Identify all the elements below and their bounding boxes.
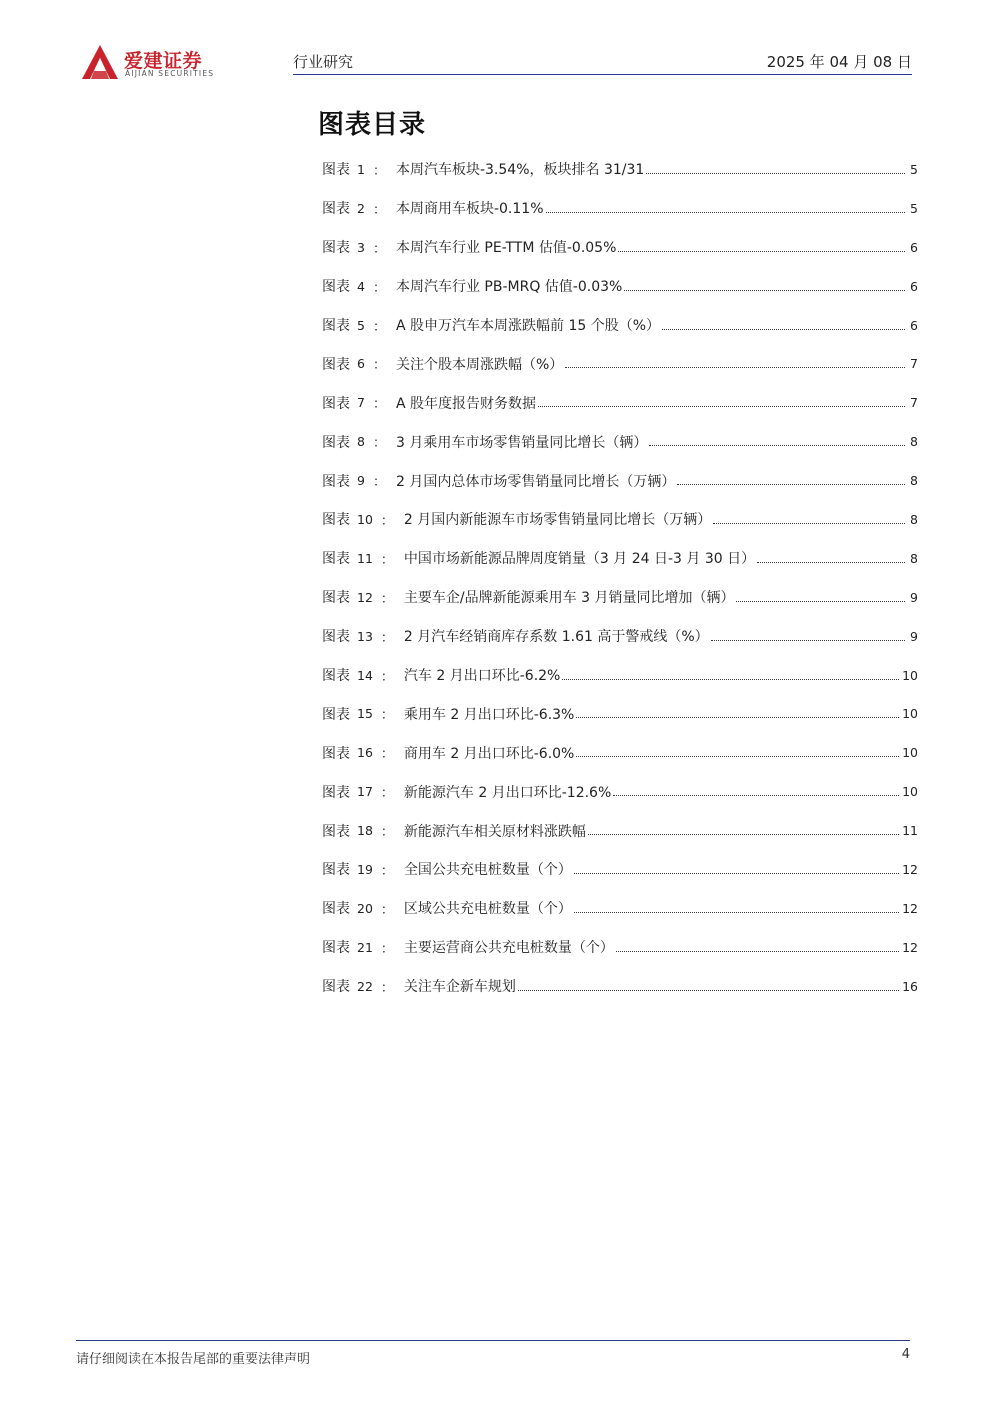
toc-entry[interactable] [322, 228, 918, 267]
toc-entry-page: 5 [910, 161, 918, 177]
toc-entry-label: 图表 [322, 940, 350, 957]
toc-entry[interactable] [322, 189, 918, 228]
toc-entry[interactable] [322, 461, 918, 500]
toc-entry-label: 图表 [322, 162, 350, 179]
toc-entry-page: 10 [902, 667, 918, 683]
toc-entry[interactable] [322, 850, 918, 889]
toc-entry[interactable] [322, 150, 918, 189]
toc-entry[interactable] [322, 578, 918, 617]
toc-entry-separator: ： [380, 825, 394, 841]
toc-entry-page: 11 [902, 823, 918, 839]
report-category: 行业研究 [293, 53, 354, 71]
toc-entry-page: 7 [910, 356, 918, 372]
toc-dot-leader [736, 601, 905, 602]
toc-entry-separator: ： [372, 202, 386, 218]
toc-entry-number: 19 [357, 861, 373, 877]
toc-dot-leader [538, 406, 905, 407]
toc-entry-title: 乘用车 2 月出口环比-6.3% [403, 706, 575, 723]
toc-entry-number: 3 [357, 239, 365, 255]
toc-entry-separator: ： [380, 786, 394, 802]
toc-entry-title: 关注个股本周涨跌幅（%） [395, 356, 564, 373]
toc-entry[interactable] [322, 383, 918, 422]
toc-entry-separator: ： [380, 513, 394, 529]
toc-dot-leader [616, 951, 899, 952]
toc-entry[interactable] [322, 656, 918, 695]
legal-disclaimer: 请仔细阅读在本报告尾部的重要法律声明 [76, 1352, 311, 1367]
toc-entry-label: 图表 [322, 862, 350, 879]
toc-entry-page: 9 [910, 628, 918, 644]
toc-entry[interactable] [322, 733, 918, 772]
toc-entry-title: 2 月汽车经销商库存系数 1.61 高于警戒线（%） [403, 629, 709, 646]
toc-entry-separator: ： [372, 319, 386, 335]
toc-entry-title: 3 月乘用车市场零售销量同比增长（辆） [395, 434, 648, 451]
toc-entry-separator: ： [380, 980, 394, 996]
toc-entry-number: 21 [357, 939, 373, 955]
toc-entry-separator: ： [372, 241, 386, 257]
toc-dot-leader [624, 290, 905, 291]
report-date: 2025 年 04 月 08 日 [766, 53, 912, 71]
toc-entry-title: 汽车 2 月出口环比-6.2% [403, 668, 561, 685]
toc-entry-label: 图表 [322, 318, 350, 334]
toc-entry-title: 2 月国内新能源车市场零售销量同比增长（万辆） [403, 512, 712, 529]
footer-divider [76, 1340, 910, 1341]
toc-entry-page: 9 [910, 589, 918, 605]
toc-entry-page: 12 [902, 900, 918, 916]
toc-entry-number: 6 [357, 356, 365, 372]
toc-entry-page: 7 [910, 395, 918, 411]
page-header [80, 44, 912, 78]
toc-entry-title: A 股申万汽车本周涨跌幅前 15 个股（%） [395, 318, 661, 334]
toc-dot-leader [546, 212, 906, 213]
toc-entry-separator: ： [380, 747, 394, 763]
toc-entry-page: 8 [910, 511, 918, 527]
toc-dot-leader [565, 367, 905, 368]
toc-entry-page: 10 [902, 745, 918, 761]
toc-dot-leader [713, 523, 905, 524]
toc-entry-label: 图表 [322, 356, 350, 373]
toc-entry-label: 图表 [322, 395, 350, 412]
toc-entry-label: 图表 [322, 784, 350, 801]
toc-entry[interactable] [322, 422, 918, 461]
company-logo [80, 44, 240, 80]
toc-entry-separator: ： [372, 397, 386, 413]
toc-entry[interactable] [322, 694, 918, 733]
toc-entry-number: 9 [357, 473, 365, 489]
toc-dot-leader [677, 484, 905, 485]
toc-entry-number: 8 [357, 434, 365, 450]
toc-dot-leader [562, 679, 899, 680]
toc-entry-title: 本周汽车板块-3.54%，板块排名 31/31 [395, 162, 645, 179]
toc-entry-separator: ： [380, 669, 394, 685]
toc-entry-page: 10 [902, 784, 918, 800]
toc-entry-title: 本周汽车行业 PB-MRQ 估值-0.03% [395, 279, 623, 296]
toc-entry-title: 商用车 2 月出口环比-6.0% [403, 745, 575, 762]
toc-entry-label: 图表 [322, 512, 350, 529]
toc-entry-number: 13 [357, 628, 373, 644]
toc-entry-label: 图表 [322, 745, 350, 762]
toc-entry[interactable] [322, 617, 918, 656]
toc-entry-number: 12 [357, 589, 373, 605]
toc-entry-number: 22 [357, 978, 373, 994]
toc-dot-leader [588, 834, 899, 835]
toc-dot-leader [662, 329, 905, 330]
toc-entry-separator: ： [372, 280, 386, 296]
toc-entry-title: 新能源汽车 2 月出口环比-12.6% [403, 784, 612, 801]
toc-entry-number: 18 [357, 823, 373, 839]
toc-entry-separator: ： [372, 358, 386, 374]
toc-entry-number: 15 [357, 706, 373, 722]
toc-dot-leader [574, 873, 899, 874]
toc-entry-title: 本周商用车板块-0.11% [395, 201, 544, 218]
toc-entry-number: 14 [357, 667, 373, 683]
toc-entry-page: 8 [910, 550, 918, 566]
toc-entry-title: 2 月国内总体市场零售销量同比增长（万辆） [395, 473, 676, 490]
toc-entry-label: 图表 [322, 240, 350, 257]
toc-entry-label: 图表 [322, 901, 350, 918]
toc-dot-leader [618, 251, 905, 252]
page-number: 4 [901, 1347, 910, 1362]
toc-entry-page: 8 [910, 473, 918, 489]
toc-dot-leader [574, 912, 899, 913]
toc-dot-leader [613, 795, 899, 796]
toc-entry[interactable] [322, 889, 918, 928]
toc-entry-label: 图表 [322, 279, 350, 296]
toc-entry[interactable] [322, 500, 918, 539]
toc-entry-title: 本周汽车行业 PE-TTM 估值-0.05% [395, 240, 617, 257]
toc-entry[interactable] [322, 772, 918, 811]
toc-entry[interactable] [322, 344, 918, 383]
toc-entry-page: 12 [902, 861, 918, 877]
toc-entry-label: 图表 [322, 434, 350, 451]
logo-chinese-name: 爱建证券 [124, 50, 203, 72]
toc-entry-number: 7 [357, 395, 365, 411]
chart-index-list [322, 150, 918, 1006]
toc-entry-number: 17 [357, 784, 373, 800]
toc-entry-separator: ： [380, 552, 394, 568]
toc-entry-label: 图表 [322, 551, 350, 568]
toc-entry-separator: ： [380, 863, 394, 879]
toc-entry-page: 6 [910, 239, 918, 255]
toc-entry-number: 5 [357, 317, 365, 333]
toc-entry-label: 图表 [322, 979, 350, 996]
toc-entry-label: 图表 [322, 706, 350, 723]
toc-entry-label: 图表 [322, 668, 350, 685]
logo-english-name: AIJIAN SECURITIES [125, 69, 215, 78]
toc-entry-title: 中国市场新能源品牌周度销量（3 月 24 日-3 月 30 日） [403, 551, 756, 568]
toc-entry-number: 16 [357, 745, 373, 761]
toc-entry-separator: ： [380, 941, 394, 957]
toc-entry[interactable] [322, 811, 918, 850]
toc-entry-title: 主要车企/品牌新能源乘用车 3 月销量同比增加（辆） [403, 590, 735, 607]
toc-entry-separator: ： [372, 436, 386, 452]
header-divider [293, 74, 912, 75]
toc-entry-title: 区域公共充电桩数量（个） [403, 901, 572, 918]
toc-entry-separator: ： [380, 902, 394, 918]
toc-entry-number: 1 [357, 161, 365, 177]
toc-entry-page: 6 [910, 317, 918, 333]
toc-entry[interactable] [322, 539, 918, 578]
toc-dot-leader [646, 173, 905, 174]
toc-entry-number: 4 [357, 278, 365, 294]
toc-dot-leader [576, 717, 899, 718]
toc-entry-title: 全国公共充电桩数量（个） [403, 862, 572, 879]
logo-mark-icon [80, 44, 120, 80]
toc-dot-leader [576, 756, 899, 757]
toc-entry-separator: ： [380, 591, 394, 607]
toc-entry[interactable] [322, 306, 918, 345]
toc-entry-page: 16 [902, 978, 918, 994]
toc-entry-title: 主要运营商公共充电桩数量（个） [403, 940, 614, 957]
toc-entry-label: 图表 [322, 629, 350, 646]
toc-entry-separator: ： [380, 630, 394, 646]
toc-entry-page: 5 [910, 200, 918, 216]
toc-entry-page: 8 [910, 434, 918, 450]
toc-entry[interactable] [322, 967, 918, 1006]
toc-entry-page: 12 [902, 939, 918, 955]
toc-entry-number: 20 [357, 900, 373, 916]
toc-entry-separator: ： [372, 163, 386, 179]
toc-entry-title: 新能源汽车相关原材料涨跌幅 [403, 823, 586, 840]
toc-entry-separator: ： [380, 708, 394, 724]
toc-entry-number: 10 [357, 511, 373, 527]
toc-entry-number: 2 [357, 200, 365, 216]
toc-dot-leader [649, 445, 905, 446]
toc-entry-label: 图表 [322, 590, 350, 607]
toc-entry[interactable] [322, 928, 918, 967]
toc-title: 图表目录 [318, 110, 427, 140]
toc-entry-label: 图表 [322, 473, 350, 490]
toc-dot-leader [518, 990, 899, 991]
toc-entry-title: A 股年度报告财务数据 [395, 395, 536, 412]
toc-entry-label: 图表 [322, 201, 350, 218]
toc-dot-leader [711, 640, 905, 641]
toc-entry-title: 关注车企新车规划 [403, 979, 516, 996]
toc-entry-separator: ： [372, 475, 386, 491]
toc-entry-page: 6 [910, 278, 918, 294]
toc-entry-page: 10 [902, 706, 918, 722]
toc-dot-leader [757, 562, 905, 563]
toc-entry[interactable] [322, 267, 918, 306]
toc-entry-label: 图表 [322, 823, 350, 840]
toc-entry-number: 11 [357, 550, 373, 566]
